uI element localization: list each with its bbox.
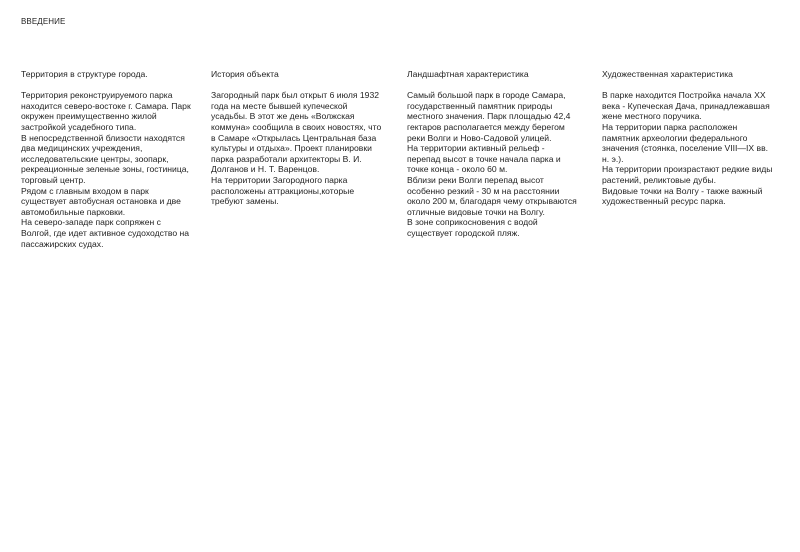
column-text xyxy=(602,90,774,207)
paragraph: Территория реконструируемого парка находится северо-востоке г. Самара. Парк окружен преимущественно жилой застройкой усадебного типа. xyxy=(21,90,191,132)
paragraph: Самый большой парк в городе Самара, государственный памятник природы местного значения. Парк площадью 42,4 гектаров располагается между берегом реки Волги и Ново-Садовой улицей. xyxy=(407,90,571,143)
column-title: Художественная характеристика xyxy=(602,69,733,79)
column-territory xyxy=(21,69,193,249)
column-title: Ландшафтная характеристика xyxy=(407,69,529,79)
paragraph: Рядом с главным входом в парк существует автобусная остановка и две автомобильные парковки. xyxy=(21,185,181,217)
column-text xyxy=(211,90,383,207)
paragraph: Вблизи реки Волги перепад высот особенно резкий - 30 м на расстоянии около 200 м, благодаря чему открываются отличные видовые точки на Волгу. xyxy=(407,174,577,217)
paragraph: В непосредственной близости находятся два медицинских учреждения, исследовательские центры, зоопарк, рекреационные зеленые зоны, гостиница, торговый центр. xyxy=(21,132,189,185)
paragraph: В зоне соприкосновения с водой существует городской пляж. xyxy=(407,217,538,238)
paragraph: Видовые точки на Волгу - также важный художественный ресурс парка. xyxy=(602,185,763,207)
paragraph: Загородный парк был открыт 6 июля 1932 года на месте бывшей купеческой усадьбы. В этот же день «Волжская коммуна» сообщила в своих новостях, что в Самаре «Открылась Центральная база культуры и отдыха». Проект планировки парка разработали архитекторы В. И. Долганов и Н. Т. Варенцов. xyxy=(211,90,382,175)
column-text xyxy=(407,90,579,238)
column-title: Территория в структуре города. xyxy=(21,69,148,79)
page-heading: ВВЕДЕНИЕ xyxy=(21,17,66,26)
column-history xyxy=(211,69,383,207)
column-landscape xyxy=(407,69,579,239)
column-artistic xyxy=(602,69,774,207)
paragraph: На северо-западе парк сопряжен с Волгой, где идет активное судоходство на пассажирских судах. xyxy=(21,217,190,249)
paragraph: На территории парка расположен памятник археологии федерального значения (стоянка, поселение VIII—IX вв. н. э.). xyxy=(602,121,769,164)
column-title: История объекта xyxy=(211,69,279,79)
paragraph: В парке находится Постройка начала XX века - Купеческая Дача, принадлежавшая жене местного поручика. xyxy=(602,90,770,122)
paragraph: На территории Загородного парка расположены аттракционы,которые требуют замены. xyxy=(211,174,355,207)
paragraph: На территории активный рельеф - перепад высот в точке начала парка и точке конца - около 60 м. xyxy=(407,143,561,175)
paragraph: На территории произрастают редкие виды растений, реликтовые дубы. xyxy=(602,164,773,185)
column-text xyxy=(21,90,193,249)
